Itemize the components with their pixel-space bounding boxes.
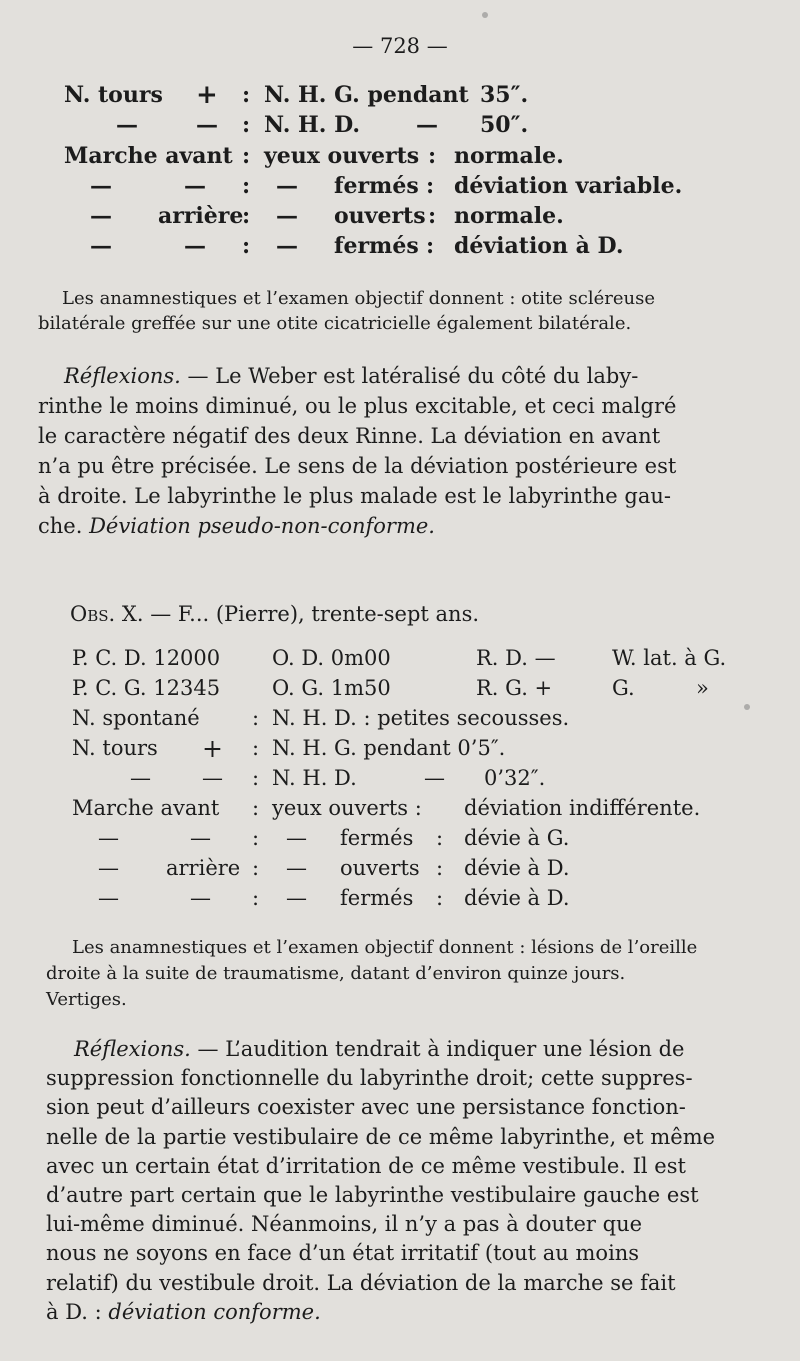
paragraph-anamnestiques-1	[38, 286, 752, 336]
cell-rg: R. G. +	[476, 676, 553, 700]
cell-og: O. G. 1m50	[272, 676, 391, 700]
cell: yeux ouverts	[264, 143, 420, 169]
cell-devie-d: dévie à D.	[464, 886, 570, 910]
cell-colon: :	[252, 736, 260, 760]
cell-nhd-time: 0’32″.	[484, 766, 546, 790]
text-line: — Le Weber est latéralisé du côté du laby-	[187, 364, 639, 388]
cell: —	[276, 173, 298, 199]
cell-w: W. lat. à G.	[612, 646, 727, 670]
text-line: droite à la suite de traumatisme, datant d’environ quinze jours.	[46, 963, 626, 984]
text-line: Vertiges.	[46, 989, 127, 1010]
cell-fermes: fermés	[340, 886, 414, 910]
cell-marche: Marche avant	[72, 796, 220, 820]
text-line: rinthe le moins diminué, ou le plus excitable, et ceci malgré	[38, 394, 677, 418]
observation-heading	[70, 604, 479, 625]
text-line: nelle de la partie vestibulaire de ce même labyrinthe, et même	[46, 1124, 716, 1149]
cell-arriere: arrière	[166, 856, 241, 880]
cell-devie-d: dévie à D.	[464, 856, 570, 880]
cell: :	[242, 173, 251, 199]
scan-speck	[744, 704, 750, 710]
cell: —	[90, 233, 112, 259]
cell-colon: :	[252, 766, 260, 790]
paragraph-reflexions-1	[38, 361, 752, 541]
cell: normale.	[454, 203, 564, 229]
text-line: d’autre part certain que le labyrinthe vestibulaire gauche est	[46, 1183, 699, 1208]
cell-dash: —	[202, 766, 223, 790]
cell: :	[242, 233, 251, 259]
paragraph-anamnestiques-2	[46, 935, 758, 1013]
cell-guillemet: »	[696, 676, 709, 700]
text-line: lui-même diminué. Néanmoins, il n’y a pas à douter que	[46, 1212, 643, 1237]
text-line: Les anamnestiques et l’examen objectif donnent : lésions de l’oreille	[72, 937, 698, 958]
obs-subject: — F... (Pierre), trente-sept ans.	[150, 602, 480, 626]
cell-dash: —	[286, 826, 307, 850]
cell-dash: —	[190, 826, 211, 850]
cell-yeux: yeux ouverts :	[272, 796, 422, 820]
cell-spont-value: N. H. D. : petites secousses.	[272, 706, 570, 730]
cell-dash: —	[98, 826, 119, 850]
cell-od: O. D. 0m00	[272, 646, 391, 670]
cell: 50″.	[480, 112, 529, 138]
cell-nhd: N. H. D.	[272, 766, 357, 790]
cell-tours-label: N. tours	[72, 736, 158, 760]
cell-pcd: P. C. D. 12000	[72, 646, 221, 670]
cell-colon: :	[252, 826, 260, 850]
cell-colon: :	[252, 706, 260, 730]
reflexions-label: Réflexions.	[64, 364, 181, 388]
cell: :	[242, 203, 251, 229]
cell-dash: —	[286, 886, 307, 910]
cell: :	[426, 233, 435, 259]
cell-dash: —	[98, 886, 119, 910]
cell: fermés	[334, 173, 419, 199]
cell: —	[184, 233, 206, 259]
cell: arrière	[158, 203, 244, 229]
text-line: relatif) du vestibule droit. La déviation de la marche se fait	[46, 1270, 676, 1295]
cell: —	[196, 112, 218, 138]
cell-colon: :	[252, 856, 260, 880]
paragraph-reflexions-2	[46, 1035, 760, 1327]
cell: Marche avant	[64, 143, 233, 169]
cell-dash: —	[190, 886, 211, 910]
text-line: Les anamnestiques et l’examen objectif donnent : otite scléreuse	[62, 288, 656, 309]
cell: déviation à D.	[454, 233, 624, 259]
cell: N. tours	[64, 82, 163, 108]
text-line: à D. :	[46, 1299, 109, 1324]
cell: :	[242, 143, 251, 169]
cell: normale.	[454, 143, 564, 169]
cell-indifferente: déviation indifférente.	[464, 796, 701, 820]
cell-dash: —	[424, 766, 445, 790]
conclusion-italic: déviation conforme.	[108, 1299, 321, 1324]
text-line: avec un certain état d’irritation de ce même vestibule. Il est	[46, 1153, 686, 1178]
cell: :	[242, 112, 251, 138]
cell: 35″.	[480, 82, 529, 108]
text-line: suppression fonctionnelle du labyrinthe droit; cette suppres-	[46, 1066, 693, 1091]
text-line: le caractère négatif des deux Rinne. La déviation en avant	[38, 424, 661, 448]
text-line: n’a pu être précisée. Le sens de la déviation postérieure est	[38, 454, 677, 478]
cell-colon: :	[436, 826, 444, 850]
cell: :	[242, 82, 251, 108]
cell-spont-label: N. spontané	[72, 706, 200, 730]
cell-colon: :	[252, 886, 260, 910]
cell-rd: R. D. —	[476, 646, 556, 670]
cell-dash: —	[130, 766, 151, 790]
cell: —	[276, 203, 298, 229]
text-line: sion peut d’ailleurs coexister avec une persistance fonction-	[46, 1095, 686, 1120]
cell: déviation variable.	[454, 173, 683, 199]
cell: N. H. D.	[264, 112, 361, 138]
page-number: — 728 —	[352, 34, 448, 58]
cell-fermes: fermés	[340, 826, 414, 850]
cell: ouverts	[334, 203, 426, 229]
text-line: à droite. Le labyrinthe le plus malade est le labyrinthe gau-	[38, 484, 671, 508]
cell: —	[90, 203, 112, 229]
text-line: — L’audition tendrait à indiquer une lésion de	[197, 1037, 685, 1061]
scan-speck	[482, 12, 488, 18]
text-line: nous ne soyons en face d’un état irritatif (tout au moins	[46, 1241, 640, 1266]
text-line: che.	[38, 514, 90, 538]
cell-colon: :	[436, 856, 444, 880]
cell: —	[416, 112, 438, 138]
cell-pcg: P. C. G. 12345	[72, 676, 221, 700]
conclusion-italic: Déviation pseudo-non-conforme.	[89, 514, 435, 538]
reflexions-label: Réflexions.	[74, 1037, 191, 1061]
text-line: bilatérale greffée sur une otite cicatricielle également bilatérale.	[38, 313, 632, 334]
cell: +	[196, 80, 218, 110]
cell: :	[428, 143, 437, 169]
cell-dash: —	[286, 856, 307, 880]
cell: N. H. G. pendant	[264, 82, 469, 108]
cell-g: G.	[612, 676, 635, 700]
cell-colon: :	[436, 886, 444, 910]
cell-dash: —	[98, 856, 119, 880]
cell: :	[426, 173, 435, 199]
cell-ouverts: ouverts	[340, 856, 420, 880]
cell-plus: +	[202, 734, 223, 763]
cell: —	[184, 173, 206, 199]
obs-label: Obs. X.	[70, 602, 144, 626]
cell-tours-value: N. H. G. pendant 0’5″.	[272, 736, 506, 760]
cell: —	[90, 173, 112, 199]
cell-colon: :	[252, 796, 260, 820]
cell: fermés	[334, 233, 419, 259]
cell: —	[116, 112, 138, 138]
cell-devie-g: dévie à G.	[464, 826, 570, 850]
cell: :	[428, 203, 437, 229]
cell: —	[276, 233, 298, 259]
